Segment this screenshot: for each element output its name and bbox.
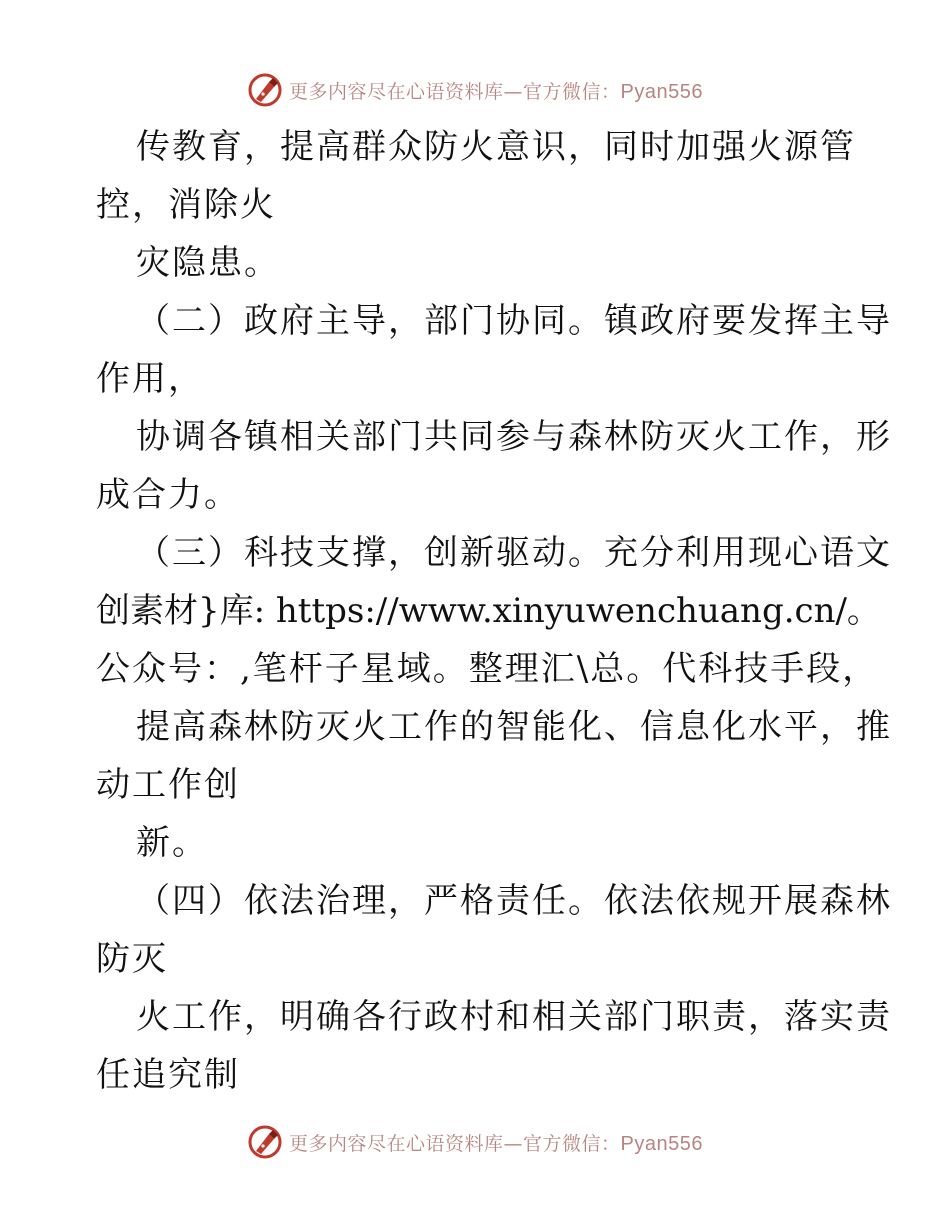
header-wechat-id: Pyan556 (620, 80, 703, 103)
body-line-1: 传教育，提高群众防火意识，同时加强火源管 (136, 127, 856, 167)
body-line-12: 动工作创 (96, 765, 240, 805)
header-banner (0, 70, 950, 110)
body-line-2: 控，消除火 (96, 185, 276, 225)
pen-nib-logo-icon (247, 72, 283, 108)
body-line-7: 成合力。 (96, 475, 240, 515)
body-line-9: 创素材}库: https://www.xinyuwenchuang.cn/。 (96, 591, 881, 631)
body-line-5: 作用， (96, 359, 204, 399)
body-line-11: 提高森林防灭火工作的智能化、信息化水平，推 (136, 707, 892, 747)
body-line-16: 火工作，明确各行政村和相关部门职责，落实责 (136, 997, 892, 1037)
pen-nib-logo-icon (247, 1124, 283, 1160)
body-line-8: （三）科技支撑，创新驱动。充分利用现心语文 (136, 533, 892, 573)
body-line-3: 灾隐患。 (136, 243, 280, 283)
body-line-4: （二）政府主导，部门协同。镇政府要发挥主导 (136, 301, 892, 341)
body-line-15: 防灭 (96, 939, 168, 979)
footer-wechat-id: Pyan556 (620, 1132, 703, 1155)
body-line-13: 新。 (136, 823, 208, 863)
footer-banner-label: 更多内容尽在心语资料库—官方微信： (289, 1132, 621, 1155)
body-line-14: （四）依法治理，严格责任。依法依规开展森林 (136, 881, 892, 921)
footer-banner-text (289, 1129, 703, 1156)
header-banner-label: 更多内容尽在心语资料库—官方微信： (289, 80, 621, 103)
body-line-17: 任追究制 (96, 1055, 240, 1095)
footer-banner (0, 1122, 950, 1162)
body-line-10: 公众号：,笔杆子星域。整理汇\总。代科技手段， (96, 649, 879, 689)
header-banner-text (289, 77, 703, 104)
document-body (96, 118, 892, 1104)
body-line-6: 协调各镇相关部门共同参与森林防灭火工作，形 (136, 417, 892, 457)
